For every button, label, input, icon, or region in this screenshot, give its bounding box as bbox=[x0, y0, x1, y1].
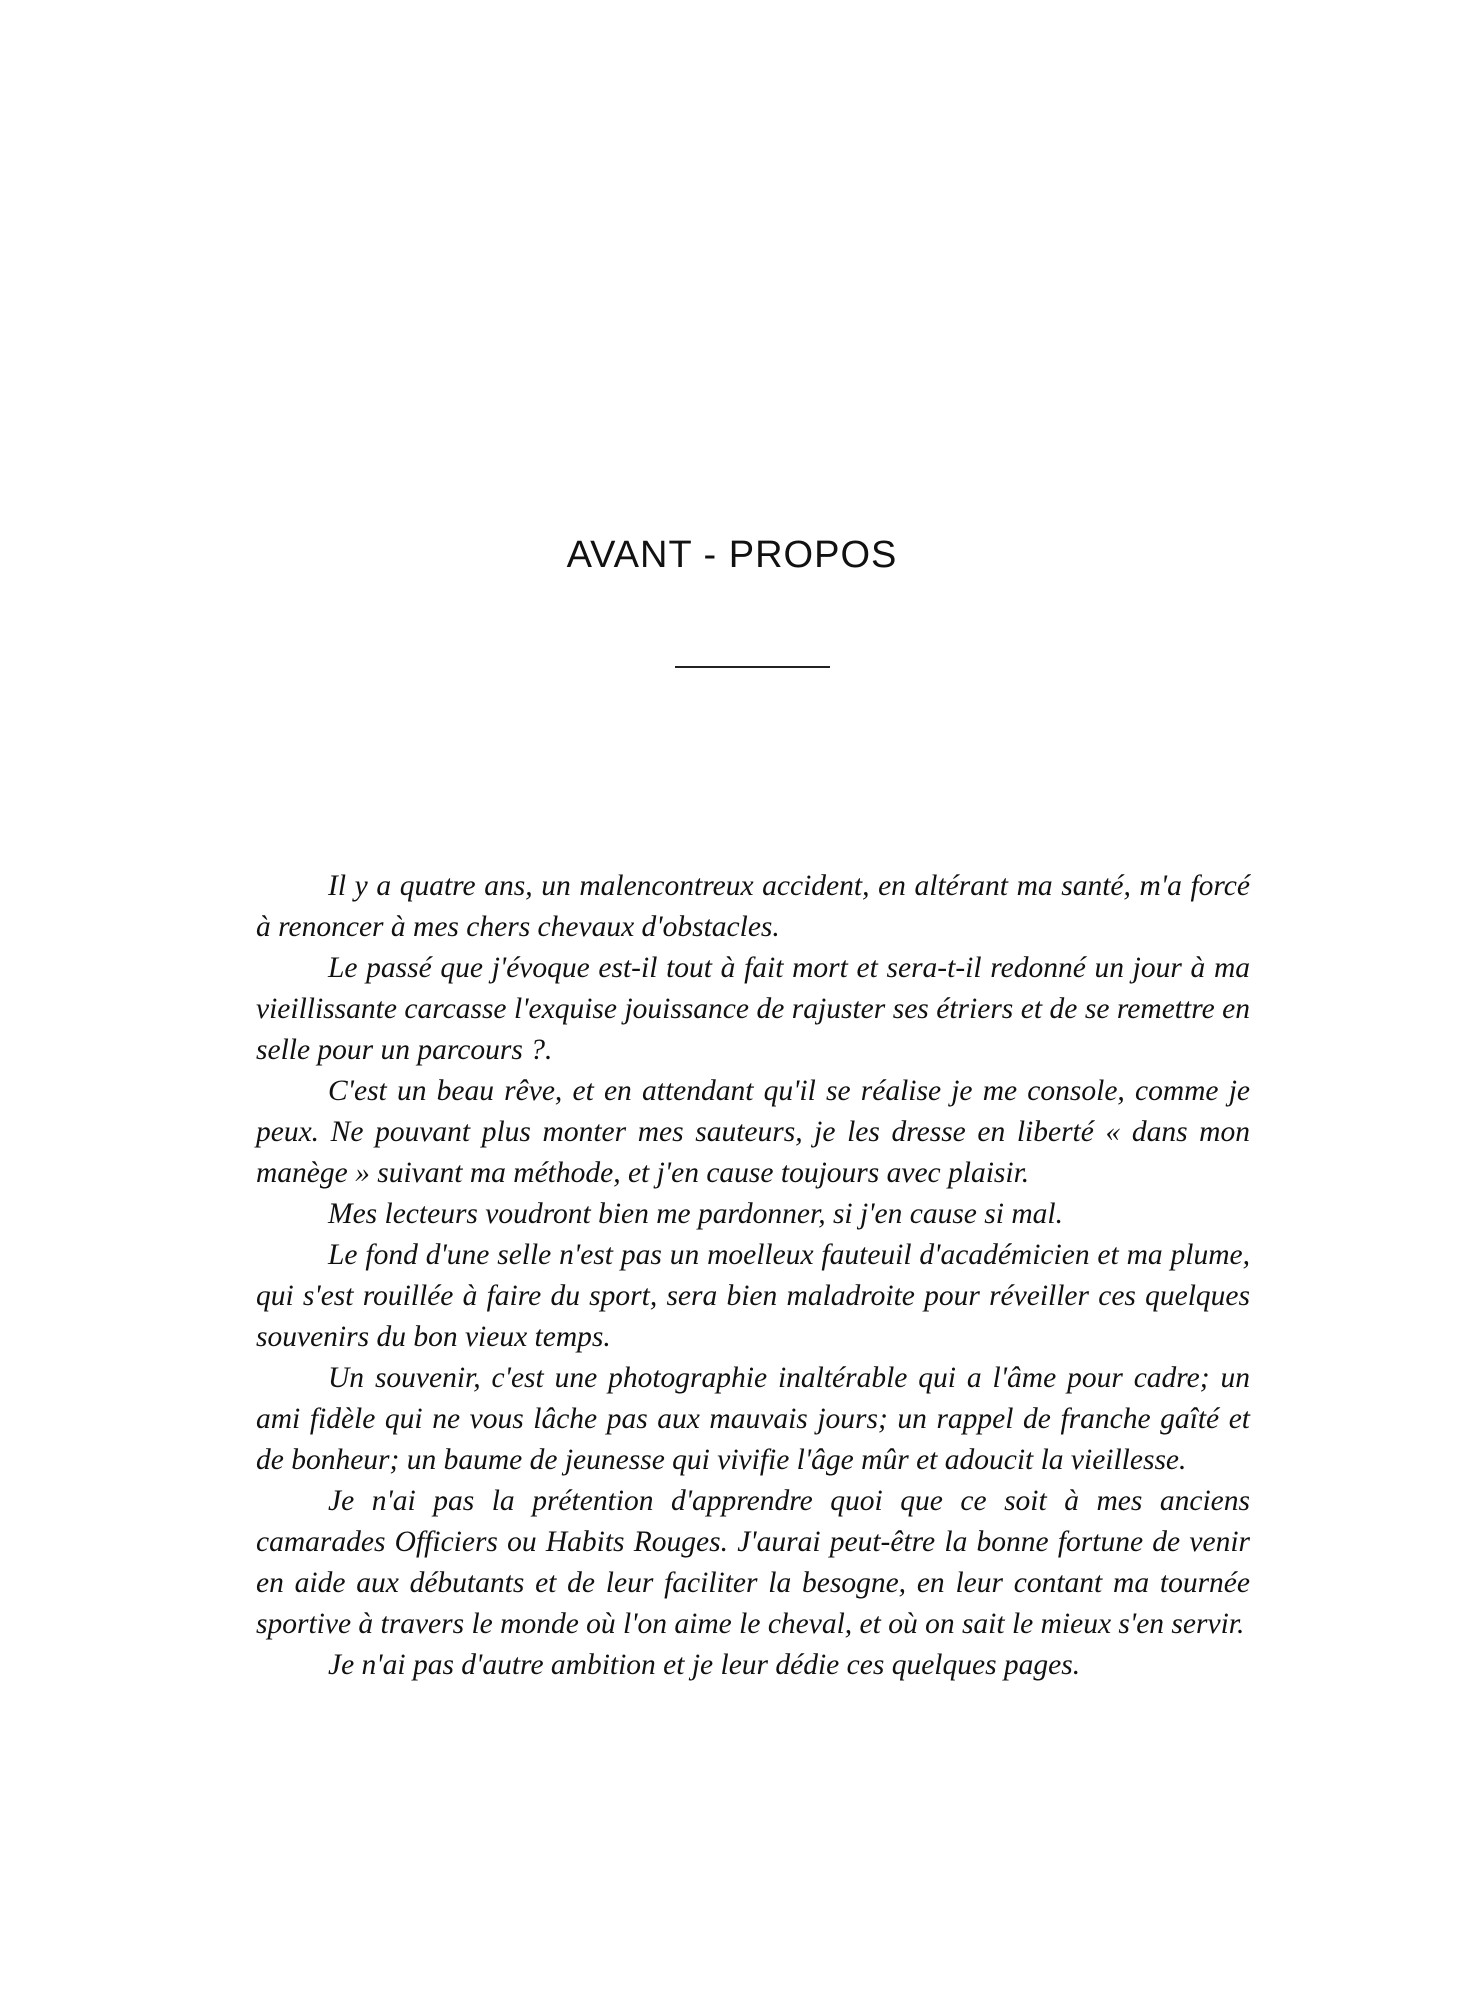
foreword-body bbox=[256, 866, 1250, 1686]
paragraph-2: Le passé que j'évoque est-il tout à fait mort et sera-t-il redonné un jour à ma vieillissante carcasse l'exquise jouissance de rajuster ses étriers et de se remettre en selle pour un parcours ?. bbox=[256, 952, 1250, 1066]
title-divider bbox=[675, 666, 830, 668]
paragraph-7: Je n'ai pas la prétention d'apprendre quoi que ce soit à mes anciens camarades Officiers ou Habits Rouges. J'aurai peut-être la bonne fortune de venir en aide aux débutants et de leur faciliter la besogne, en leur contant ma tournée sportive à travers le monde où l'on aime le cheval, et où on sait le mieux s'en servir. bbox=[256, 1485, 1250, 1640]
paragraph-3: C'est un beau rêve, et en attendant qu'il se réalise je me console, comme je peux. Ne pouvant plus monter mes sauteurs, je les dresse en liberté « dans mon manège » suivant ma méthode, et j'en cause toujours avec plaisir. bbox=[256, 1075, 1250, 1189]
paragraph-8: Je n'ai pas d'autre ambition et je leur dédie ces quelques pages. bbox=[328, 1649, 1081, 1681]
page-title: AVANT - PROPOS bbox=[566, 534, 898, 576]
paragraph-6: Un souvenir, c'est une photographie inaltérable qui a l'âme pour cadre; un ami fidèle qui ne vous lâche pas aux mauvais jours; un rappel de franche gaîté et de bonheur; un baume de jeunesse qui vivifie l'âge mûr et adoucit la vieillesse. bbox=[256, 1362, 1250, 1476]
paragraph-5: Le fond d'une selle n'est pas un moelleux fauteuil d'académicien et ma plume, qui s'est rouillée à faire du sport, sera bien maladroite pour réveiller ces quelques souvenirs du bon vieux temps. bbox=[256, 1239, 1250, 1353]
paragraph-4: Mes lecteurs voudront bien me pardonner, si j'en cause si mal. bbox=[328, 1198, 1063, 1230]
paragraph-1: Il y a quatre ans, un malencontreux accident, en altérant ma santé, m'a forcé à renoncer à mes chers chevaux d'obstacles. bbox=[256, 870, 1250, 943]
